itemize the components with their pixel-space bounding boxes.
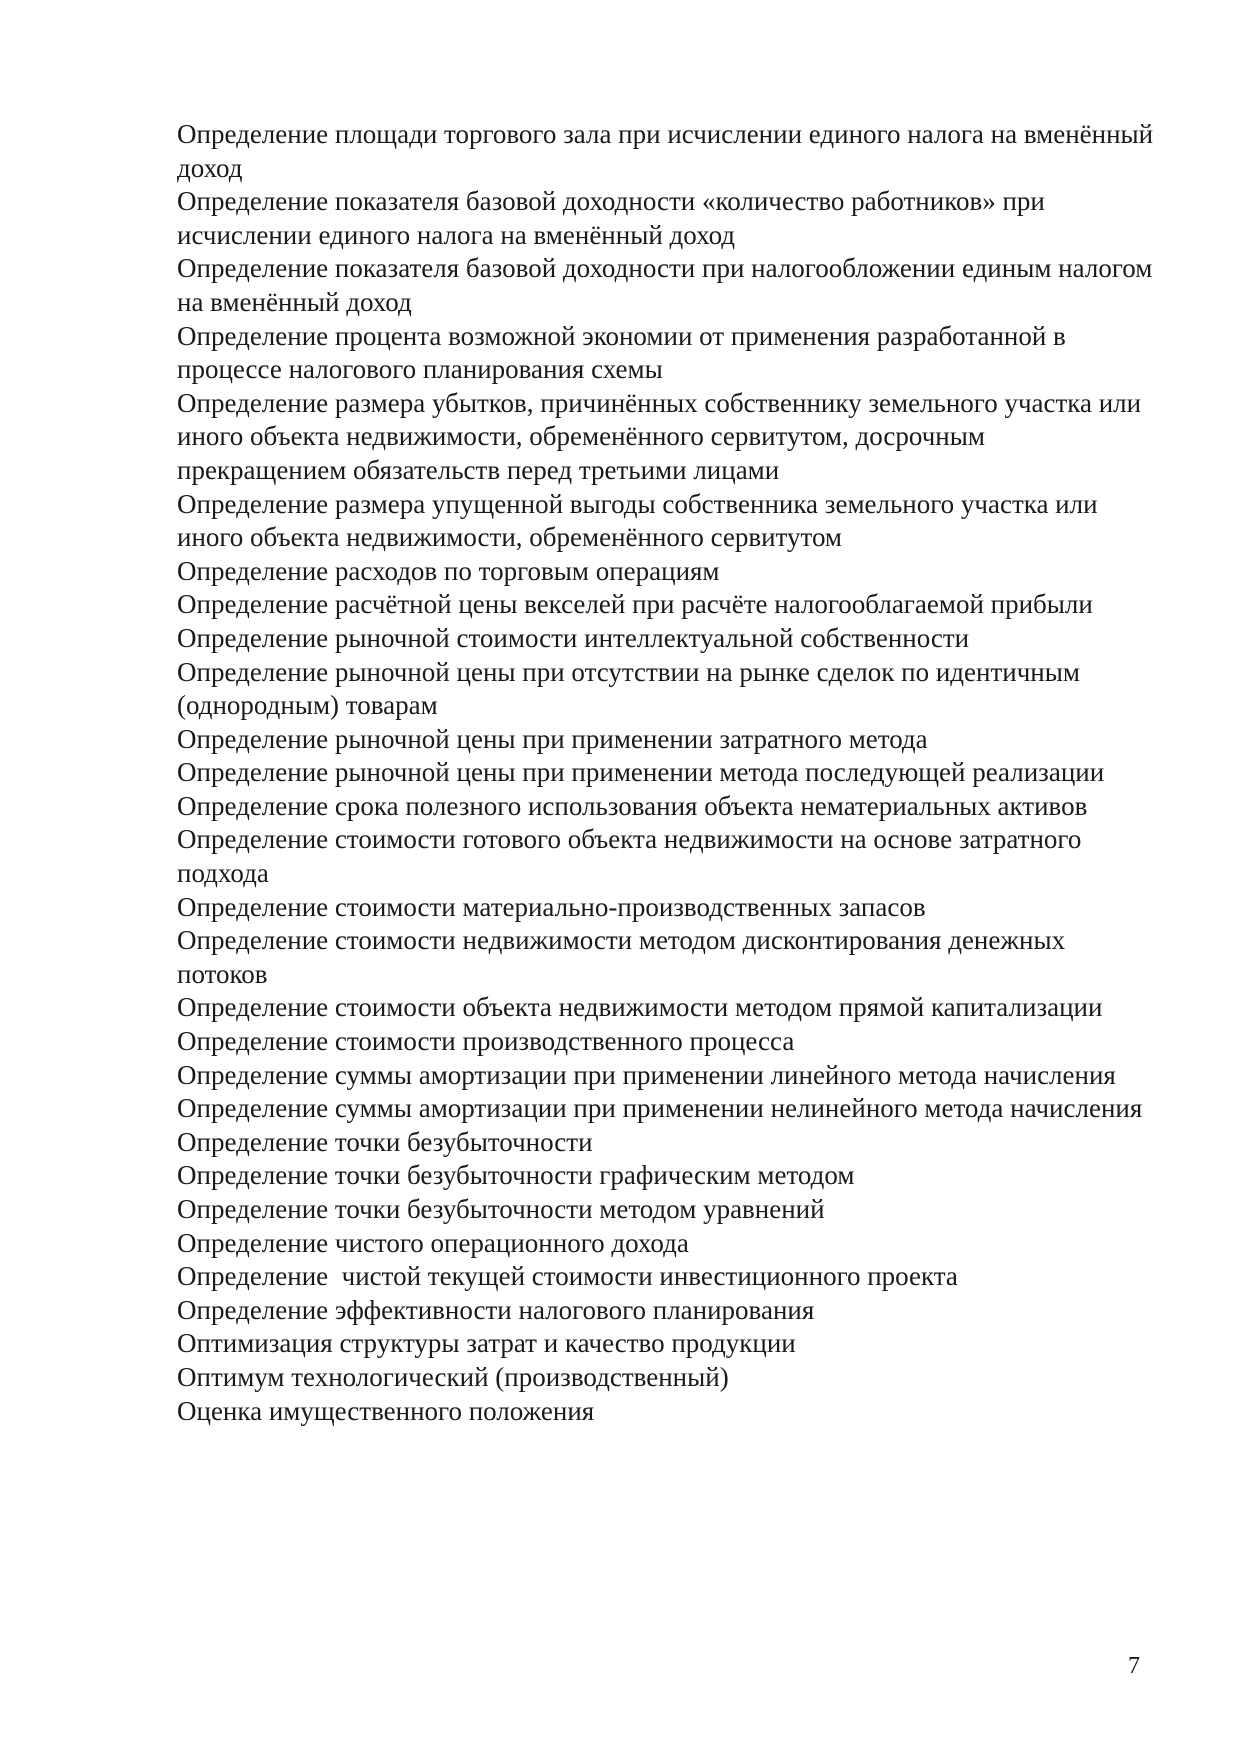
list-item: Определение точки безубыточности <box>177 1126 593 1157</box>
list-item: Определение показателя базовой доходности «количество работников» при исчислении единого налога на вменённый доход <box>177 186 1052 250</box>
list-item: Определение стоимости материально-производственных запасов <box>177 891 926 922</box>
list-item: Оптимум технологический (производственный) <box>177 1361 729 1392</box>
list-item: Определение точки безубыточности методом уравнений <box>177 1194 825 1224</box>
list-item: Определение суммы амортизации при применении нелинейного метода начисления <box>177 1093 1143 1124</box>
list-item: Определение суммы амортизации при применении линейного метода начисления <box>177 1059 1116 1090</box>
list-item: Оценка имущественного положения <box>177 1395 595 1426</box>
list-item: Оптимизация структуры затрат и качество продукции <box>177 1328 796 1359</box>
list-item: Определение срока полезного использования объекта нематериальных активов <box>177 790 1088 821</box>
list-item: Определение рыночной цены при отсутствии на рынке сделок по идентичным (однородным) товарам <box>177 656 1087 721</box>
list-item: Определение расчётной цены векселей при расчёте налогооблагаемой прибыли <box>177 589 1093 620</box>
list-item: Определение стоимости объекта недвижимости методом прямой капитализации <box>177 992 1103 1023</box>
list-item: Определение точки безубыточности графическим методом <box>177 1160 855 1191</box>
list-item: Определение процента возможной экономии от применения разработанной в процессе налогового планирования схемы <box>177 320 1073 385</box>
list-item: Определение стоимости производственного процесса <box>177 1026 795 1057</box>
list-item: Определение стоимости недвижимости методом дисконтирования денежных потоков <box>177 925 1072 989</box>
list-item: Определение расходов по торговым операциям <box>177 555 720 586</box>
entry-list <box>177 118 1160 1428</box>
list-item: Определение размера убытков, причинённых собственнику земельного участка или иного объекта недвижимости, обременённого сервитутом, досрочным прекращением обязательств перед третьими лицами <box>177 387 1148 485</box>
list-item: Определение рыночной цены при применении метода последующей реализации <box>177 757 1105 788</box>
list-item: Определение рыночной цены при применении затратного метода <box>177 723 928 754</box>
list-item: Определение чистого операционного дохода <box>177 1227 689 1258</box>
list-item: Определение рыночной стоимости интеллектуальной собственности <box>177 622 970 653</box>
list-item: Определение показателя базовой доходности при налогообложении единым налогом на вменённый доход <box>177 253 1160 317</box>
list-item: Определение стоимости готового объекта недвижимости на основе затратного подхода <box>177 824 1089 889</box>
page-number: 7 <box>1128 1653 1140 1679</box>
list-item: Определение эффективности налогового планирования <box>177 1294 815 1325</box>
list-item: Определение площади торгового зала при исчислении единого налога на вменённый доход <box>177 119 1160 183</box>
list-item: Определение размера упущенной выгоды собственника земельного участка или иного объекта недвижимости, обременённого сервитутом <box>177 488 1105 553</box>
list-item: Определение чистой текущей стоимости инвестиционного проекта <box>177 1261 958 1292</box>
